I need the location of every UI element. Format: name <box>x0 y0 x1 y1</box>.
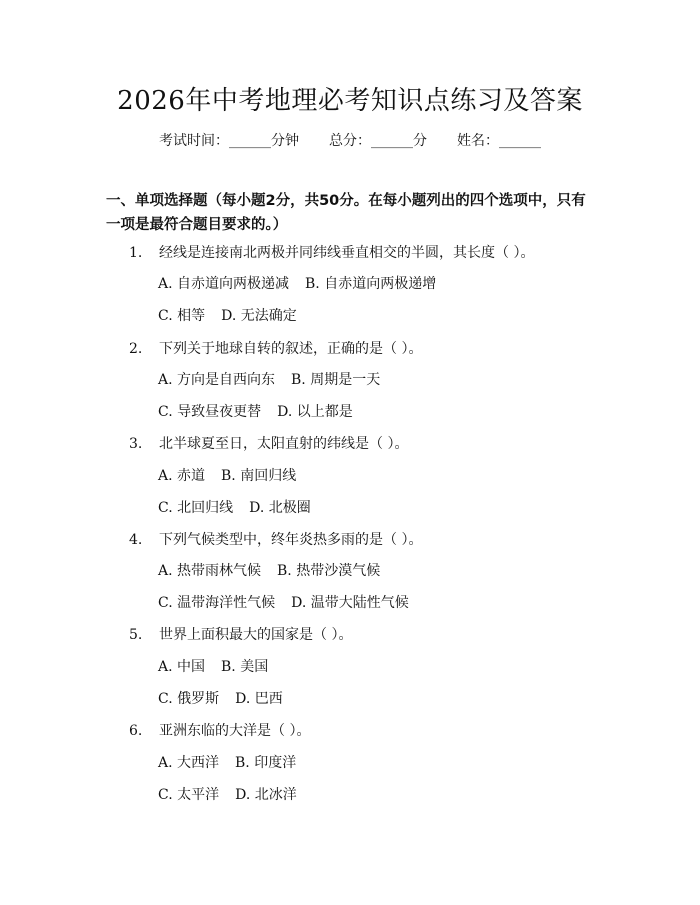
option-d: D. 温带大陆性气候 <box>291 595 409 611</box>
question-stem: 下列气候类型中，终年炎热多雨的是（ ）。 <box>159 532 423 548</box>
option-d: D. 巴西 <box>235 691 283 707</box>
option-b: B. 周期是一天 <box>291 372 381 388</box>
question-number: 2. <box>129 341 143 357</box>
question-3-options-row-1 <box>158 466 296 486</box>
option-c: C. 温带海洋性气候 <box>158 595 276 611</box>
question-stem: 世界上面积最大的国家是（ ）。 <box>159 627 353 643</box>
question-2 <box>129 339 422 359</box>
question-3-options-row-2 <box>158 498 311 518</box>
question-5 <box>129 625 352 645</box>
option-b: B. 印度洋 <box>235 755 297 771</box>
question-stem: 北半球夏至日，太阳直射的纬线是（ ）。 <box>159 436 409 452</box>
question-3 <box>129 434 408 454</box>
exam-meta-line <box>0 131 700 151</box>
option-b: B. 美国 <box>221 659 269 675</box>
question-number: 6. <box>129 723 143 739</box>
question-6-options-row-2 <box>158 785 297 805</box>
question-number: 4. <box>129 532 143 548</box>
option-a: A. 赤道 <box>158 468 206 484</box>
question-1-options-row-2 <box>158 306 297 326</box>
option-c: C. 北回归线 <box>158 500 234 516</box>
question-stem: 亚洲东临的大洋是（ ）。 <box>159 723 311 739</box>
option-d: D. 无法确定 <box>221 308 297 324</box>
option-c: C. 相等 <box>158 308 206 324</box>
question-2-options-row-2 <box>158 402 353 422</box>
question-6 <box>129 721 310 741</box>
option-c: C. 太平洋 <box>158 787 220 803</box>
student-name-label: 姓名：______ <box>457 133 541 149</box>
option-a: A. 方向是自西向东 <box>158 372 276 388</box>
question-5-options-row-1 <box>158 657 268 677</box>
question-5-options-row-2 <box>158 689 283 709</box>
option-a: A. 自赤道向两极递减 <box>158 276 290 292</box>
section-heading: 一、单项选择题（每小题2分，共50分。在每小题列出的四个选项中，只有一项是最符合题目要求的。） <box>106 193 586 233</box>
question-4 <box>129 530 422 550</box>
option-c: C. 导致昼夜更替 <box>158 404 262 420</box>
total-score-label: 总分：______分 <box>329 133 427 149</box>
question-4-options-row-2 <box>158 593 409 613</box>
question-1 <box>129 243 534 263</box>
question-stem: 经线是连接南北两极并同纬线垂直相交的半圆，其长度（ ）。 <box>159 245 535 261</box>
option-a: A. 热带雨林气候 <box>158 563 262 579</box>
option-b: B. 南回归线 <box>221 468 297 484</box>
question-number: 5. <box>129 627 143 643</box>
option-c: C. 俄罗斯 <box>158 691 220 707</box>
option-a: A. 大西洋 <box>158 755 220 771</box>
option-d: D. 北冰洋 <box>235 787 297 803</box>
question-stem: 下列关于地球自转的叙述，正确的是（ ）。 <box>159 341 423 357</box>
question-2-options-row-1 <box>158 370 380 390</box>
option-d: D. 北极圈 <box>249 500 311 516</box>
question-4-options-row-1 <box>158 561 380 581</box>
exam-time-label: 考试时间：______分钟 <box>159 133 299 149</box>
question-number: 3. <box>129 436 143 452</box>
option-b: B. 热带沙漠气候 <box>277 563 381 579</box>
option-d: D. 以上都是 <box>277 404 353 420</box>
question-6-options-row-1 <box>158 753 296 773</box>
question-number: 1. <box>129 245 143 261</box>
option-a: A. 中国 <box>158 659 206 675</box>
option-b: B. 自赤道向两极递增 <box>305 276 437 292</box>
question-1-options-row-1 <box>158 274 436 294</box>
page-title: 2026年中考地理必考知识点练习及答案 <box>117 86 583 116</box>
